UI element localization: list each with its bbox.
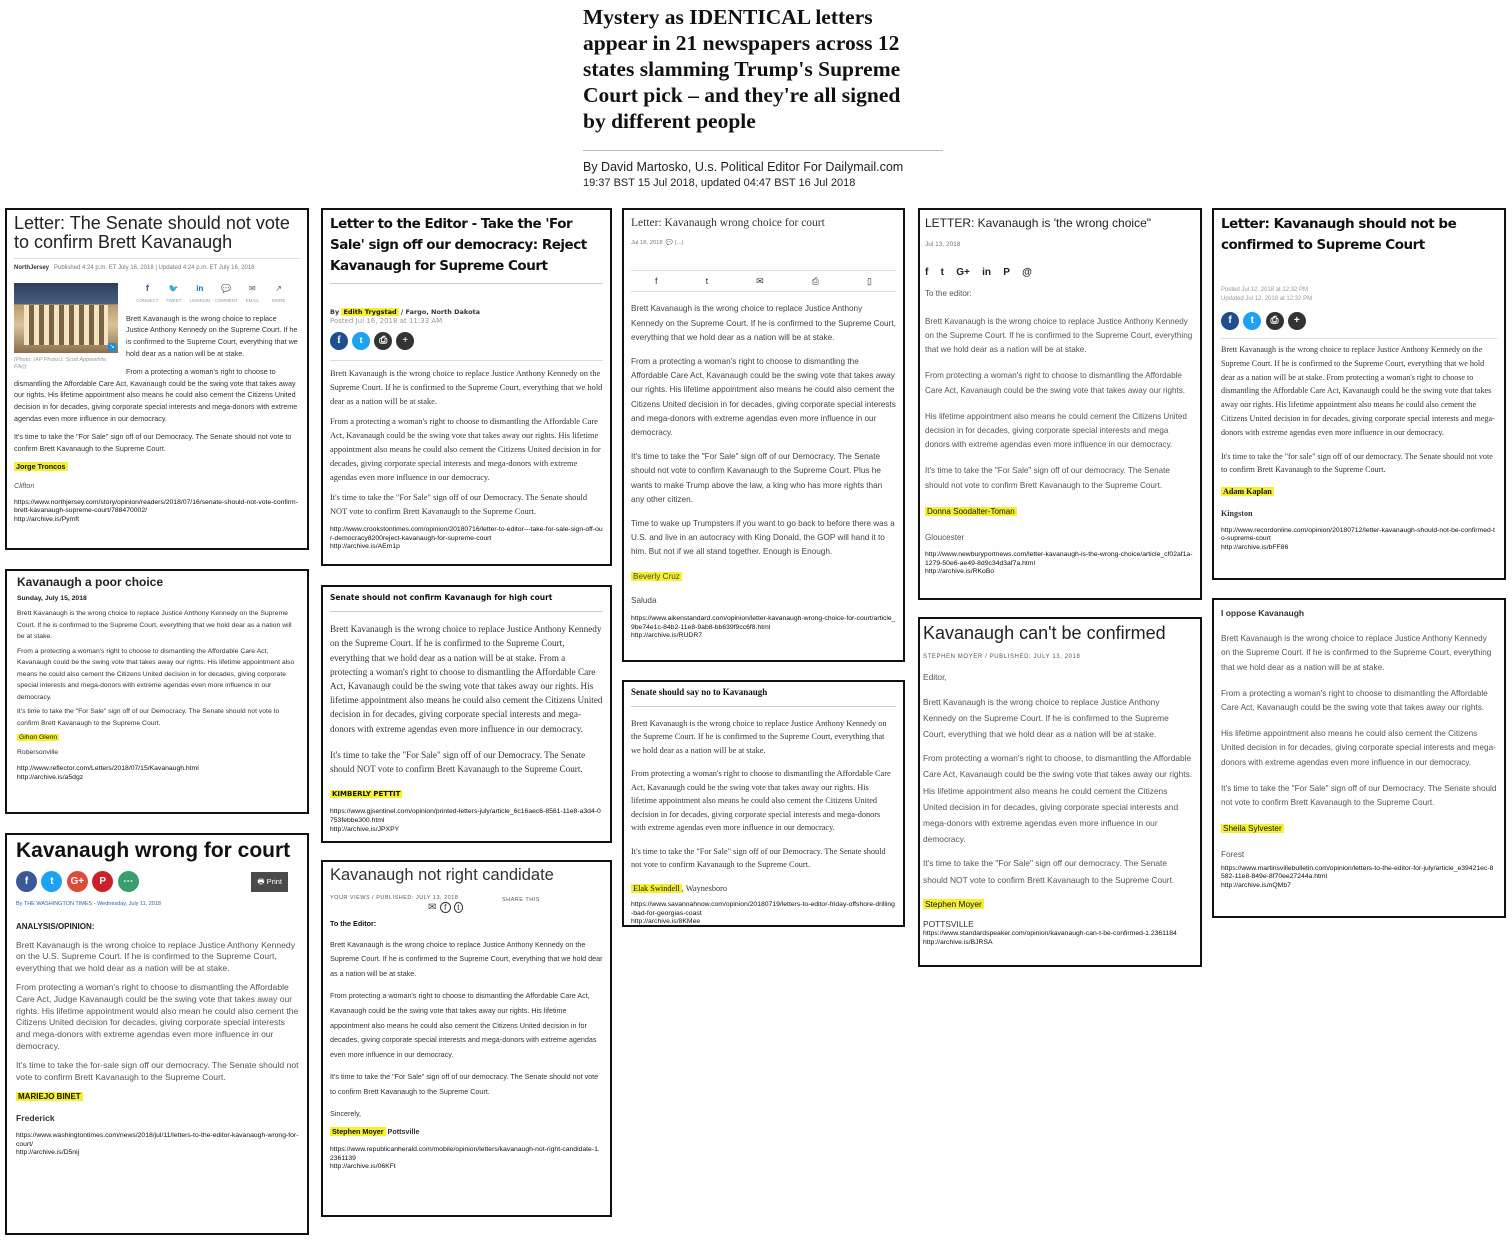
source-url[interactable]: http://www.newburyportnews.com/letter-kavanaugh-is-the-wrong-choice/article_cf02af1a-1279-50e6-ae49-8d9c34d3af7a.html http://archive.is/RKoBo [925, 551, 1193, 576]
email-icon[interactable]: @ [1022, 267, 1032, 279]
signer-town: , Waynesboro [681, 883, 728, 893]
letter-salutation: To the editor: [925, 288, 972, 298]
linkedin-icon: in [196, 283, 204, 293]
letter-paragraph: From a protecting a woman's right to choose to dismantling the Affordable Care Act, Kavanaugh could be the swing vote that takes away our rights. His lifetime appointment also means he could also cement the Citizens United decision in for decades, giving corporate special interests and mega-donors with extreme agendas even more influence in our democracy. [330, 417, 601, 482]
source-url[interactable]: https://www.standardspeaker.com/opinion/kavanaugh-can-t-be-confirmed-1.2361184 http://archive.is/BJRSA [923, 930, 1177, 946]
letter-card-newburyportnews [918, 208, 1202, 600]
letter-meta: YOUR VIEWS / PUBLISHED: JULY 13, 2018 SHARE THIS ✉ f t [330, 891, 603, 917]
letter-paragraph: From a protecting a woman's right to choose to dismantling the Affordable Care Act, Kavanaugh could be the swing vote that takes away our rights. His lifetime appointment also means he could also cement the Citizens United decision in for decades, giving corporate special interests and mega-donors with extreme agendas even more influence in our democracy. [14, 367, 298, 423]
facebook-share[interactable]: f CONNECT [136, 282, 159, 304]
letter-paragraph: It's time to take the "For Sale" sign off of our Democracy. The Senate should not vote to confirm Brett Kavanaugh to the Supreme Court. [17, 708, 280, 727]
email-icon[interactable]: ✉ [428, 901, 437, 913]
share-bar [631, 270, 896, 292]
letter-paragraph: It's time to take the for-sale sign off our democracy. The Senate should not vote to confirm Brett Kavanaugh to the Supreme Court. [16, 1059, 299, 1082]
letter-byline: By Edith Trygstad / Fargo, North Dakota Posted Jul 16, 2018 at 11:33 AM [330, 308, 481, 325]
twitter-icon[interactable]: t [940, 267, 944, 279]
email-icon[interactable]: ✉ [756, 276, 764, 287]
email-icon: ✉ [249, 283, 256, 293]
letter-meta: STEPHEN MOYER / PUBLISHED: JULY 13, 2018 [923, 654, 1081, 661]
source-url[interactable]: https://www.aikenstandard.com/opinion/letter-kavanaugh-wrong-choice-for-court/article_9be74e1c-84b2-11e8-9ab8-bb639f9cc6f8.html http://archive.is/RUDR7 [631, 615, 896, 640]
letter-paragraph: It's time to take the "For Sale" sign off of our Democracy. The Senate should NOT vote to confirm Brett Kavanaugh to the Supreme Court. [330, 749, 586, 775]
letter-paragraph: Brett Kavanaugh is the wrong choice to replace Justice Anthony Kennedy on the Supreme Court. If he is confirmed to the Supreme Court, everything that we hold dear as a nation will be at stake. [631, 304, 896, 342]
letter-title: I oppose Kavanaugh [1221, 608, 1305, 618]
signer-town: Pottsville [385, 1127, 420, 1137]
signer-town: Robersonville [17, 748, 59, 756]
letter-title: LETTER: Kavanaugh is 'the wrong choice" [925, 216, 1152, 230]
print-icon[interactable]: ⎙ [374, 332, 392, 350]
letter-date: Sunday, July 15, 2018 [17, 594, 87, 602]
signer-town: Saluda [631, 595, 657, 605]
letter-paragraph: Brett Kavanaugh is the wrong choice to replace Justice Anthony Kennedy on the U.S. Supreme Court. If he is confirmed to the Supreme Court, everything that we hold dear as a nation will be at stake. [16, 939, 295, 974]
letter-title: Letter: The Senate should not vote to confirm Brett Kavanaugh [14, 213, 290, 252]
header-divider [583, 150, 943, 151]
twitter-share[interactable]: 🐦 TWEET [165, 283, 182, 304]
byline: By David Martosko, U.s. Political Editor For Dailymail.com [583, 160, 904, 174]
share-icon: ↗ [275, 283, 282, 293]
print-icon: 🖶 [257, 877, 267, 886]
source-url[interactable]: https://www.republicanherald.com/mobile/opinion/letters/kavanaugh-not-right-candidate-1.2361139 http://archive.is/06KFt [330, 1146, 600, 1171]
pinterest-icon[interactable]: P [1003, 267, 1010, 279]
letter-meta [14, 258, 300, 275]
share-bar [1221, 312, 1497, 330]
letter-title: Kavanaugh a poor choice [17, 575, 164, 589]
letter-card-crookstontimes [321, 208, 612, 566]
letter-paragraph: From protecting a woman's right to choose to dismantling the Affordable Care Act, Kavanaugh could be the swing vote that takes away our rights. His lifetime appointment also means he could also cement the Citizens United decision in for decades, giving corporate special interests and mega-donors with extreme agendas even more influence in our democracy. [330, 990, 597, 1060]
print-button[interactable]: 🖶 Print [251, 872, 288, 892]
signer-name: Gihon Glenn [19, 734, 58, 741]
source-url[interactable]: http://www.crookstontimes.com/opinion/20180716/letter-to-editor---take-for-sale-sign-off-our-democracy8200reject-kavanaugh-for-supreme-court http://archive.is/AEm1p [330, 525, 603, 551]
twitter-icon: 🐦 [168, 283, 179, 293]
share-bar [330, 332, 603, 350]
letter-paragraph: His lifetime appointment also means he could also cement the Citizens United decision in for decades, giving corporate special interests and mega-donors with extreme agendas even more influence in our democracy. [1221, 729, 1496, 767]
twitter-icon[interactable]: t [454, 902, 463, 913]
letter-paragraph: From a protecting a woman's right to choose to dismantling the Affordable Care Act, Kavanaugh could be the swing vote that takes away our rights. His lifetime appointment also means he could also cement the Citizens United decision in for decades, giving corporate special interests and mega-donors with extreme agendas even more influence in our democracy. [17, 647, 295, 701]
letter-paragraph: From protecting a woman's right to choose to dismantling the Affordable Care Act, Kavanaugh could be the swing vote that takes away our rights. His lifetime appointment also means he could also cement the Citizens United decision in for decades, giving corporate special interests and mega-donors with extreme agendas even more influence in our democracy. [631, 769, 891, 832]
published-date: Published 4:24 p.m. ET July 16, 2018 | Updated 4:24 p.m. ET July 16, 2018 [54, 265, 255, 271]
letter-title: Letter: Kavanaugh should not be confirmed to Supreme Court [1221, 216, 1457, 253]
letter-paragraph: Brett Kavanaugh is the wrong choice to replace Justice Anthony Kennedy on the Supreme Court. If he is confirmed to the Supreme Court, everything that we hold dear as a nation will be at stake. [126, 313, 298, 358]
signer-name: Donna Soodalter-Toman [927, 506, 1015, 516]
letter-paragraph: Brett Kavanaugh is the wrong choice to replace Justice Anthony Kennedy on the Supreme Court. If he is confirmed to the Supreme Court, everything that we hold dear as a nation will be at stake. [631, 718, 887, 755]
letter-byline: By THE WASHINGTON TIMES - Wednesday, July 11, 2018 [16, 901, 161, 907]
source-url[interactable]: http://www.reflector.com/Letters/2018/07/15/Kavanaugh.html http://archive.is/a5dgz [17, 765, 199, 781]
photo-block [14, 283, 118, 371]
source-name: NorthJersey [14, 265, 50, 271]
letter-card-republicanherald [321, 860, 612, 1217]
share-icons [428, 901, 463, 916]
share-bar [925, 266, 1193, 280]
letter-paragraph: It's time to take the "For Sale" sign off our democracy. The Senate should NOT vote to confirm Brett Kavanaugh to the Supreme Court. [923, 858, 1175, 885]
signer-town: POTTSVILLE [923, 919, 974, 930]
source-url[interactable]: https://www.martinsvillebulletin.com/opinion/letters-to-the-editor-for-july/article_e39421ec-8582-11e8-849e-8f70ee27244a.html http://archive.is/nQMb7 [1221, 864, 1494, 889]
signer-name: Beverly Cruz [633, 571, 680, 581]
google-plus-icon[interactable]: G+ [67, 871, 88, 892]
facebook-icon[interactable]: f [925, 267, 929, 279]
photo-caption: (Photo: (AP Photo/J. Scott Applewhite, File)) [14, 356, 108, 370]
signer-town: Gloucester [925, 533, 965, 543]
letter-salutation: Editor, [923, 672, 947, 683]
facebook-icon[interactable]: f [16, 871, 37, 892]
supreme-court-photo [14, 283, 118, 353]
letter-title: Kavanaugh not right candidate [330, 866, 554, 884]
letter-paragraph: From protecting a woman's right to choose to dismantling the Affordable Care Act, Kavanaugh could be the swing vote that takes away our rights. [925, 371, 1186, 395]
linkedin-icon[interactable]: in [982, 267, 991, 279]
letter-card-standardspeaker [918, 617, 1202, 967]
letter-date: Jul 13, 2018 [925, 241, 961, 249]
letter-card-martinsvillebulletin [1212, 598, 1506, 918]
letter-paragraph: It's time to take the "For Sale" sign off of our democracy. The Senate should not vote to confirm Brett Kavanaugh to the Supreme Court. [925, 466, 1170, 490]
letter-paragraph: From a protecting a woman's right to choose to dismantling the Affordable Care Act, Kavanaugh could be the swing vote that takes away our rights. His lifetime appointment also means he could also cement the Citizens United decision in for decades, giving corporate special interests and mega-donors with extreme agendas even more influence in our democracy. [631, 357, 896, 438]
letter-title: Letter: Kavanaugh wrong choice for court [631, 217, 825, 229]
twitter-icon[interactable]: t [352, 332, 370, 350]
pinterest-icon[interactable]: P [92, 871, 113, 892]
letter-paragraph: Brett Kavanaugh is the wrong choice to replace Justice Anthony Kennedy on the Supreme Court. If he is confirmed to the Supreme Court, everything that we hold dear as a nation will be at stake. [925, 316, 1193, 355]
letter-kicker: ANALYSIS/OPINION: [16, 921, 95, 931]
twitter-icon[interactable]: t [705, 276, 709, 287]
comment-share[interactable]: 💬 COMMENT [214, 283, 238, 304]
facebook-icon[interactable]: f [1221, 312, 1239, 330]
signer-name: KIMBERLY PETTIT [332, 790, 401, 799]
author-name: Edith Trygstad [343, 308, 397, 316]
dateline: 19:37 BST 15 Jul 2018, updated 04:47 BST 16 Jul 2018 [583, 177, 856, 189]
letter-paragraph: Brett Kavanaugh is the wrong choice to replace Justice Anthony Kennedy on the Supreme Court. If he is confirmed to the Supreme Court, everything that we hold dear as a nation will be at stake. [923, 696, 1169, 740]
signer-name: Adam Kaplan [1223, 487, 1272, 497]
letter-paragraph: His lifetime appointment also means he could cement the Citizens United decision in for decades, giving corporate special interests and mega donors with extreme agendas even more influence in our democracy. [925, 411, 1187, 450]
letter-meta: Jul 18, 2018 💬 (...) [631, 240, 684, 247]
facebook-icon[interactable]: f [440, 902, 451, 913]
signer-town: Clifton [14, 480, 35, 490]
facebook-icon: f [145, 282, 149, 293]
source-url[interactable]: https://www.northjersey.com/story/opinion/readers/2018/07/16/senate-should-not-vote-confirm-brett-kavanaugh-supreme-court/788470002/ http://archive.is/Pymft [14, 498, 298, 523]
bookmark-icon[interactable]: ▯ [866, 276, 872, 287]
letter-paragraph: From protecting a woman's right to choose to dismantling the Affordable Care Act, Judge Kavanaugh could be the swing vote that takes away our rights. His lifetime appointment would also mean he could also cement the Citizens United decision for decades, giving corporate special interests and mega-donors with extreme agendas even more influence in our democracy. [16, 981, 299, 1051]
letter-paragraph: It's time to take the "For Sale" sign off of our democracy. The Senate should not vote to confirm Brett Kavanaugh to the Supreme Court. [330, 1071, 599, 1096]
more-icon[interactable]: ⋯ [118, 871, 139, 892]
letter-paragraph: It's time to take the "For Sale" sign off of our Democracy. The Senate should not vote to confirm Brett Kavanaugh to the Supreme Court. [14, 432, 292, 453]
letter-card-savannahnow [622, 680, 905, 927]
letter-card-gjsentinel [321, 585, 612, 843]
email-share[interactable]: ✉ EMAIL [245, 283, 260, 304]
signer-town: Forest [1221, 850, 1245, 860]
letter-title: Kavanaugh can't be confirmed [923, 623, 1166, 643]
print-icon[interactable]: ⎙ [811, 276, 819, 287]
source-url[interactable]: https://www.washingtontimes.com/news/2018/jul/11/letters-to-the-editor-kavanaugh-wrong-for-court/ http://archive.is/D5nij [16, 1131, 299, 1157]
signer-name: MARIEJO BINET [18, 1092, 81, 1102]
signer-town: Kingston [1221, 508, 1253, 518]
letter-paragraph: It's time to take the "for sale" sign off of our democracy. The Senate should not vote to confirm Brett Kavanaugh to the Supreme Court. [1221, 451, 1493, 475]
signer-name: Elak Swindell [633, 883, 680, 893]
letter-paragraph: It's time to take the "For Sale" sign off of our Democracy. The Senate should not vote to confirm Kavanaugh to the Supreme Court. Plus he wants to make Trump above the law, a king who has more rights than any other citizen. [631, 452, 883, 504]
share-bar [126, 283, 300, 307]
source-url[interactable]: http://www.recordonline.com/opinion/20180712/letter-kavanaugh-should-not-be-confirmed-to-supreme-court http://archive.is/bFF86 [1221, 526, 1495, 551]
comment-icon: 💬 [221, 283, 232, 293]
facebook-icon[interactable]: f [655, 276, 658, 287]
signer-town: Frederick [16, 1113, 55, 1124]
letter-meta: Posted Jul 12, 2018 at 12:32 PM Updated Jul 12, 2018 at 12:32 PM [1221, 287, 1313, 302]
letter-card-washingtontimes [5, 833, 309, 1235]
signer-name: Sheila Sylvester [1223, 824, 1282, 834]
letter-salutation: To the Editor: [330, 918, 377, 928]
letter-title: Kavanaugh wrong for court [16, 839, 291, 862]
letter-paragraph: From a protecting a woman's right to choose to dismantling the Affordable Care Act, Kavanaugh could be the swing vote that takes away our rights. [1221, 688, 1488, 713]
letter-paragraph: Brett Kavanaugh is the wrong choice to replace Justice Anthony Kennedy on the Supreme Court. If he is confirmed to the Supreme Court, everything that we hold dear as a nation will be at stake. [1221, 634, 1492, 672]
letter-title: Letter to the Editor - Take the 'For Sale' sign off our democracy: Reject Kavanaugh for Supreme Court [330, 214, 603, 284]
source-url[interactable]: https://www.savannahnow.com/opinion/20180719/letters-to-editor-friday-offshore-drilling-bad-for-georgias-coast http://archive.is/8KMee [631, 901, 895, 926]
letter-title: Senate should not confirm Kavanaugh for high court [330, 591, 603, 612]
letter-card-northjersey [5, 208, 309, 550]
signer-name: Stephen Moyer [925, 898, 982, 909]
google-plus-icon[interactable]: G+ [956, 267, 970, 279]
print-icon[interactable]: ⎙ [1266, 312, 1284, 330]
more-share[interactable]: ↗ MORE [271, 283, 286, 304]
twitter-icon[interactable]: t [41, 871, 62, 892]
letter-paragraph: Brett Kavanaugh is the wrong choice to replace Justice Anthony Kennedy on the Supreme Court. If he is confirmed to the Supreme Court, everything that we hold dear as a nation will be at stake. [17, 610, 292, 640]
share-bar [16, 871, 300, 893]
letter-card-recordonline [1212, 208, 1506, 580]
twitter-icon[interactable]: t [1243, 312, 1261, 330]
letter-paragraph: It's time to take the "For Sale" sign off of our Democracy. The Senate should not vote to confirm Brett Kavanaugh to the Supreme Court. [1221, 783, 1497, 808]
linkedin-share[interactable]: in LINKEDIN [189, 283, 211, 304]
source-url[interactable]: https://www.gjsentinel.com/opinion/printed-letters-july/article_6c16aec6-8561-11e8-a3d4-0753febbe300.html http://archive.is/JPXPY [330, 808, 601, 833]
letter-card-aikenstandard [622, 208, 905, 662]
letter-card-reflector [5, 569, 309, 814]
comment-icon[interactable]: 💬 (...) [665, 240, 684, 247]
letter-paragraph: It's time to take the "For Sale" sign off of our Democracy. The Senate should NOT vote to confirm Brett Kavanaugh to the Supreme Court. [330, 493, 588, 517]
letter-paragraph: Time to wake up Trumpsters if you want to go back to before there was a U.S. and live in an autocracy with King Donald, the GOP will hand it to him. But not if we all stand together. Enough is Enough. [631, 519, 895, 557]
headline: Mystery as IDENTICAL letters appear in 21 newspapers across 12 states slamming Trump's Supreme Court pick – and they're all signed by different people [583, 5, 901, 133]
letter-paragraph: Brett Kavanaugh is the wrong choice to replace Justice Anthony Kennedy on the Supreme Court. If he is confirmed to the Supreme Court, everything that we hold dear as a nation will be at stake. [330, 360, 603, 408]
letter-closing: Sincerely, [330, 1108, 362, 1118]
signer-name: Jorge Troncos [16, 462, 66, 472]
signer-name: Stephen Moyer [332, 1127, 384, 1137]
letter-paragraph: Brett Kavanaugh is the wrong choice to replace Justice Anthony Kennedy on the Supreme Court. If he is confirmed to the Supreme Court, everything that we hold dear as a nation will be at stake. From a protecting a woman's right to choose to dismantling the Affordable Care Act, Kavanaugh could be the swing vote that takes away our rights. His lifetime appointment also means he could also cement the Citizens United decision in for decades, giving corporate special interests and mega-donors with extreme agendas even more influence in our democracy. [330, 624, 603, 734]
plus-icon[interactable]: + [396, 332, 414, 350]
letter-paragraph: Brett Kavanaugh is the wrong choice to replace Justice Anthony Kennedy on the Supreme Court. If he is confirmed to the Supreme Court, everything that we hold dear as a nation will be at stake. [330, 939, 603, 979]
plus-icon[interactable]: + [1288, 312, 1306, 330]
letter-title: Senate should say no to Kavanaugh [631, 686, 896, 707]
letter-paragraph: From protecting a woman's right to choose, to dismantling the Affordable Care Act, Kavanaugh could be the swing vote that takes away our rights. His lifetime appointment also means he could cement the Citizens United decision in for decades, giving corporate special interests and mega-donors with extreme agendas even more influence in our democracy. [923, 753, 1193, 845]
expand-icon[interactable]: ↘ [109, 343, 115, 350]
article-header [583, 4, 943, 191]
facebook-icon[interactable]: f [330, 332, 348, 350]
letter-paragraph: It's time to take the "For Sale" sign off of our Democracy. The Senate should not vote to confirm Kavanaugh to the Supreme Court. [631, 846, 886, 869]
letter-paragraph: Brett Kavanaugh is the wrong choice to replace Justice Anthony Kennedy on the Supreme Court. If he is confirmed to the Supreme Court, everything that we hold dear as a nation will be at stake. From protecting a woman's right to choose to dismantling the Affordable Care Act, Kavanaugh could be the swing vote that takes away our rights. His lifetime appointment also means he could also cement the Citizens United decision in for decades, giving corporate special interests and mega-donors with extreme agendas even more influence in our democracy. [1221, 338, 1497, 440]
